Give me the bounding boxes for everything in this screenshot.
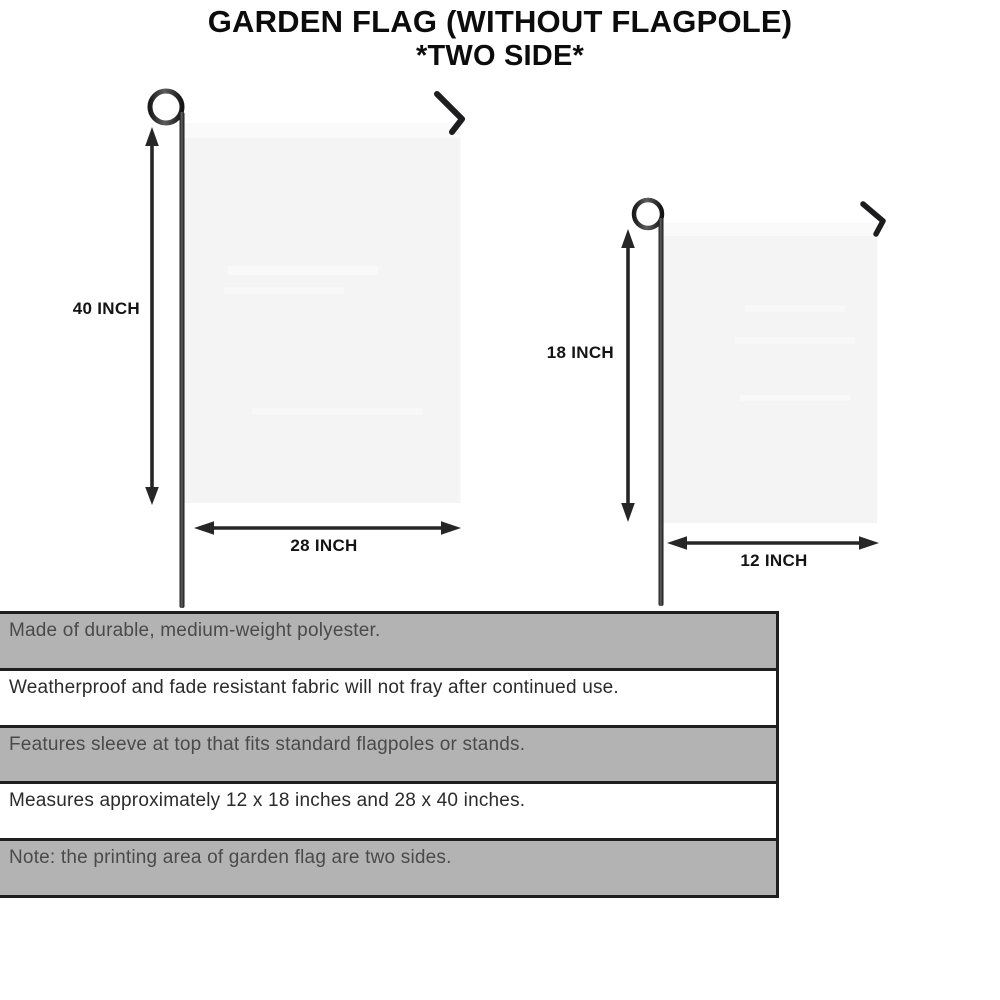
feature-text: Made of durable, medium-weight polyester. xyxy=(9,620,381,641)
feature-row-note xyxy=(0,841,776,895)
feature-row-measurements xyxy=(0,784,776,841)
small-flag-sleeve xyxy=(662,223,877,236)
small-flag-assembly xyxy=(621,200,883,606)
pole-loop-icon xyxy=(634,200,662,228)
feature-row-weatherproof xyxy=(0,671,776,728)
large-width-dimension-arrow xyxy=(194,521,461,535)
fabric-crease xyxy=(735,337,855,344)
feature-row-sleeve xyxy=(0,728,776,785)
feature-row-material xyxy=(0,614,776,671)
fabric-crease xyxy=(740,395,850,401)
small-flag-width-label: 12 INCH xyxy=(740,551,808,570)
large-flag-sleeve xyxy=(185,123,461,138)
small-flag-canvas xyxy=(662,223,877,523)
feature-text: Measures approximately 12 x 18 inches and 28 x 40 inches. xyxy=(9,790,526,812)
fabric-crease xyxy=(228,266,378,275)
page-title: GARDEN FLAG (WITHOUT FLAGPOLE) xyxy=(207,4,793,39)
fabric-crease xyxy=(252,408,422,415)
large-height-dimension-arrow xyxy=(145,127,159,505)
fabric-crease xyxy=(745,305,845,312)
feature-text: Weatherproof and fade resistant fabric will not fray after continued use. xyxy=(9,676,619,698)
large-flag-width-label: 28 INCH xyxy=(290,536,358,555)
large-flag-canvas xyxy=(185,123,461,503)
large-flag-height-label: 40 INCH xyxy=(72,299,140,318)
feature-text: Features sleeve at top that fits standard flagpoles or stands. xyxy=(9,733,526,755)
small-height-dimension-arrow xyxy=(621,229,635,522)
flagpole xyxy=(659,218,664,606)
small-flag-height-label: 18 INCH xyxy=(546,343,614,362)
small-width-dimension-arrow xyxy=(667,536,879,550)
page-subtitle: *TWO SIDE* xyxy=(416,39,584,72)
flagpole xyxy=(180,112,185,608)
large-flag-assembly xyxy=(145,91,462,608)
feature-text: Note: the printing area of garden flag are two sides. xyxy=(9,847,452,869)
pole-loop-icon xyxy=(150,91,182,123)
feature-list xyxy=(0,611,779,898)
fabric-crease xyxy=(224,287,344,294)
